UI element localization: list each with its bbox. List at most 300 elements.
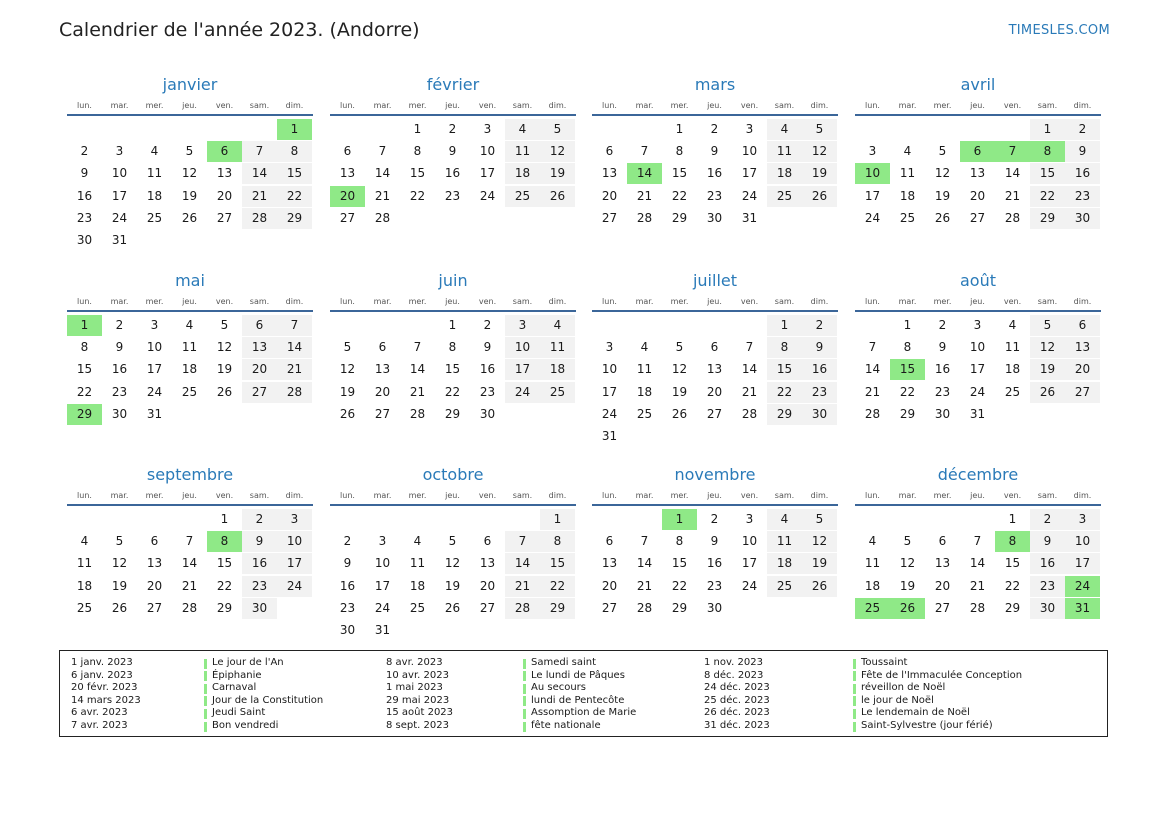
day-cell: 31 [374,623,391,637]
legend-color-marker [204,671,207,681]
day-cell: 3 [150,318,159,332]
day-cell: 30 [1065,208,1100,229]
day-cell: 21 [864,384,881,399]
day-cell: 5 [675,340,684,355]
day-cell: 15 [277,163,312,184]
day-cell: 23 [1065,186,1100,207]
day-cell: 22 [671,578,688,593]
weekday-label: sam. [512,101,533,110]
day-cell: 16 [1030,553,1065,574]
day-cell: 3 [605,340,614,355]
day-cell: 26 [181,210,198,225]
legend-holiday-name: Jeudi Saint [212,707,266,719]
day-cell: 7 [745,340,754,355]
weekday-label: dim. [1073,101,1092,110]
day-cell: 11 [1004,340,1021,355]
day-cell: 2 [80,144,89,159]
day-cell: 22 [277,186,312,207]
weekday-label: ven. [1003,101,1022,110]
day-cell: 13 [601,166,618,181]
legend-date: 1 nov. 2023 [704,657,763,668]
day-cell: 17 [146,362,163,377]
holiday-day-cell: 7 [995,141,1030,162]
weekday-label: dim. [285,101,304,110]
day-cell: 8 [675,534,684,549]
day-cell: 18 [76,578,93,593]
weekday-label: dim. [810,297,829,306]
day-cell: 12 [339,362,356,377]
day-cell: 22 [1004,578,1021,593]
day-cell: 2 [1065,119,1100,140]
day-cell: 8 [767,337,802,358]
day-cell: 15 [767,359,802,380]
day-cell: 17 [277,553,312,574]
day-cell: 30 [1030,598,1065,619]
day-cell: 21 [505,576,540,597]
legend-color-marker [853,659,856,669]
day-cell: 6 [605,534,614,549]
legend-holiday-name: Toussaint [861,657,908,668]
day-cell: 15 [1004,556,1021,571]
day-cell: 10 [146,340,163,355]
header-rule [330,504,576,506]
weekday-label: jeu. [970,297,985,306]
day-cell: 24 [741,188,758,203]
weekday-label: mer. [145,297,164,306]
day-cell: 4 [868,534,877,549]
day-cell: 13 [216,166,233,181]
day-cell: 7 [640,144,649,159]
day-cell: 21 [1004,188,1021,203]
legend-color-marker [523,684,526,694]
legend-holiday-name: Le lendemain de Noël [861,707,970,719]
weekday-label: sam. [1037,297,1058,306]
legend-color-marker [853,696,856,706]
day-cell: 26 [540,186,575,207]
weekday-label: sam. [774,297,795,306]
day-cell: 26 [216,384,233,399]
day-cell: 1 [540,509,575,530]
day-cell: 11 [636,362,653,377]
day-cell: 14 [969,556,986,571]
legend-color-marker [204,722,207,732]
weekday-label: ven. [478,297,497,306]
header-rule [67,114,313,116]
day-cell: 20 [969,188,986,203]
day-cell: 29 [277,208,312,229]
day-cell: 31 [146,406,163,421]
day-cell: 24 [146,384,163,399]
day-cell: 18 [505,163,540,184]
day-cell: 28 [636,600,653,615]
legend-color-marker [853,684,856,694]
day-cell: 24 [864,210,881,225]
holiday-day-cell: 8 [207,531,242,552]
day-cell: 19 [111,578,128,593]
day-cell: 19 [339,384,356,399]
day-cell: 9 [242,531,277,552]
day-cell: 28 [181,600,198,615]
day-cell: 5 [802,509,837,530]
day-cell: 17 [111,188,128,203]
day-cell: 23 [76,210,93,225]
day-cell: 18 [540,359,575,380]
day-cell: 19 [802,163,837,184]
day-cell: 27 [146,600,163,615]
weekday-label: sam. [1037,101,1058,110]
day-cell: 23 [111,384,128,399]
day-cell: 29 [444,406,461,421]
day-cell: 31 [741,210,758,225]
day-cell: 18 [1004,362,1021,377]
month-9 [67,465,313,645]
weekday-label: mar. [373,297,392,306]
weekday-label: dim. [1073,297,1092,306]
holiday-day-cell: 24 [1065,576,1100,597]
day-cell: 3 [277,509,312,530]
header-rule [592,504,838,506]
day-cell: 3 [868,144,877,159]
day-cell: 27 [969,210,986,225]
day-cell: 1 [767,315,802,336]
day-cell: 6 [1065,315,1100,336]
weekday-label: sam. [774,101,795,110]
weekday-label: sam. [249,101,270,110]
day-cell: 5 [185,144,194,159]
weekday-label: dim. [810,101,829,110]
month-4 [855,75,1101,255]
day-cell: 25 [409,600,426,615]
day-cell: 28 [409,406,426,421]
header-rule [855,114,1101,116]
brand-logo-text[interactable]: TIMESLES.COM [1008,23,1110,38]
month-name: juin [438,271,468,290]
month-name: décembre [937,465,1019,484]
day-cell: 24 [741,578,758,593]
day-cell: 11 [76,556,93,571]
day-cell: 9 [1065,141,1100,162]
day-cell: 24 [374,600,391,615]
weekday-label: mar. [898,491,917,500]
day-cell: 9 [938,340,947,355]
day-cell: 3 [378,534,387,549]
day-cell: 24 [969,384,986,399]
page-title: Calendrier de l'année 2023. (Andorre) [59,19,420,41]
weekday-label: lun. [865,297,880,306]
weekday-label: ven. [478,101,497,110]
header-rule [592,310,838,312]
day-cell: 28 [636,210,653,225]
day-cell: 17 [374,578,391,593]
day-cell: 14 [409,362,426,377]
month-name: avril [960,75,996,94]
day-cell: 20 [242,359,277,380]
day-cell: 25 [899,210,916,225]
day-cell: 1 [1030,119,1065,140]
month-12 [855,465,1101,645]
day-cell: 7 [505,531,540,552]
day-cell: 1 [675,122,684,136]
legend-date: 24 déc. 2023 [704,682,770,694]
legend-date: 8 déc. 2023 [704,669,764,681]
day-cell: 28 [374,210,391,225]
day-cell: 17 [864,188,881,203]
day-cell: 10 [1065,531,1100,552]
day-cell: 5 [448,534,457,549]
day-cell: 27 [374,406,391,421]
holiday-day-cell: 14 [627,163,662,184]
day-cell: 16 [339,578,356,593]
month-11 [592,465,838,645]
day-cell: 9 [1030,531,1065,552]
day-cell: 21 [741,384,758,399]
header-rule [330,310,576,312]
day-cell: 28 [1004,210,1021,225]
day-cell: 20 [1065,359,1100,380]
day-cell: 21 [181,578,198,593]
holiday-day-cell: 1 [662,509,697,530]
day-cell: 16 [802,359,837,380]
day-cell: 2 [1030,509,1065,530]
day-cell: 21 [374,188,391,203]
day-cell: 7 [868,340,877,355]
day-cell: 18 [767,163,802,184]
day-cell: 28 [242,208,277,229]
weekday-label: jeu. [182,491,197,500]
month-name: mai [175,271,205,290]
day-cell: 13 [374,362,391,377]
legend-color-marker [523,659,526,669]
day-cell: 23 [444,188,461,203]
day-cell: 21 [636,188,653,203]
day-cell: 30 [934,406,951,421]
holiday-day-cell: 20 [330,186,365,207]
legend-date: 7 avr. 2023 [71,720,128,731]
day-cell: 2 [802,315,837,336]
day-cell: 27 [706,406,723,421]
day-cell: 14 [277,337,312,358]
day-cell: 1 [1008,512,1017,526]
day-cell: 21 [277,359,312,380]
day-cell: 4 [640,340,649,355]
day-cell: 25 [767,576,802,597]
day-cell: 19 [899,578,916,593]
day-cell: 3 [973,318,982,332]
weekday-label: jeu. [445,297,460,306]
weekday-label: sam. [774,491,795,500]
day-cell: 4 [540,315,575,336]
legend-date: 10 avr. 2023 [386,669,449,681]
day-cell: 14 [374,166,391,181]
day-cell: 9 [343,556,352,571]
day-cell: 2 [242,509,277,530]
day-cell: 19 [671,384,688,399]
day-cell: 9 [115,340,124,355]
day-cell: 17 [1065,553,1100,574]
weekday-label: lun. [340,297,355,306]
day-cell: 26 [671,406,688,421]
day-cell: 11 [505,141,540,162]
day-cell: 5 [115,534,124,549]
holiday-day-cell: 25 [855,598,890,619]
day-cell: 2 [938,318,947,332]
day-cell: 2 [448,122,457,136]
day-cell: 30 [479,406,496,421]
legend-date: 29 mai 2023 [386,694,450,706]
day-cell: 25 [505,186,540,207]
day-cell: 21 [636,578,653,593]
legend-holiday-name: le jour de Noël [861,694,934,706]
day-cell: 4 [80,534,89,549]
day-cell: 11 [899,166,916,181]
day-cell: 5 [343,340,352,355]
weekday-label: jeu. [707,297,722,306]
day-cell: 10 [601,362,618,377]
day-cell: 8 [903,340,912,355]
weekday-label: ven. [1003,297,1022,306]
month-name: février [426,75,480,94]
day-cell: 22 [76,384,93,399]
month-3 [592,75,838,255]
day-cell: 9 [448,144,457,159]
day-cell: 23 [802,382,837,403]
day-cell: 12 [540,141,575,162]
weekday-label: ven. [215,101,234,110]
day-cell: 5 [802,119,837,140]
day-cell: 17 [741,556,758,571]
weekday-label: dim. [548,101,567,110]
header-rule [592,114,838,116]
month-8 [855,271,1101,451]
day-cell: 27 [339,210,356,225]
holiday-legend [59,650,1108,737]
month-6 [330,271,576,451]
day-cell: 13 [601,556,618,571]
month-name: janvier [162,75,218,94]
day-cell: 3 [1065,509,1100,530]
day-cell: 14 [505,553,540,574]
legend-date: 14 mars 2023 [71,694,141,706]
day-cell: 27 [242,382,277,403]
holiday-day-cell: 6 [960,141,995,162]
month-1 [67,75,313,255]
day-cell: 22 [409,188,426,203]
weekday-label: mar. [635,297,654,306]
legend-color-marker [204,684,207,694]
day-cell: 23 [1030,576,1065,597]
day-cell: 4 [1008,318,1017,332]
day-cell: 29 [671,210,688,225]
day-cell: 24 [505,382,540,403]
weekday-label: lun. [602,491,617,500]
month-name: octobre [422,465,484,484]
day-cell: 20 [601,188,618,203]
month-name: septembre [146,465,234,484]
legend-holiday-name: Assomption de Marie [531,707,637,719]
holiday-day-cell: 6 [207,141,242,162]
legend-color-marker [204,659,207,669]
day-cell: 13 [1065,337,1100,358]
day-cell: 31 [969,406,986,421]
day-cell: 12 [802,531,837,552]
day-cell: 9 [802,337,837,358]
day-cell: 19 [540,163,575,184]
day-cell: 8 [675,144,684,159]
day-cell: 26 [934,210,951,225]
weekday-label: mar. [898,101,917,110]
day-cell: 12 [181,166,198,181]
weekday-label: lun. [602,101,617,110]
weekday-label: ven. [740,297,759,306]
day-cell: 10 [969,340,986,355]
day-cell: 10 [277,531,312,552]
day-cell: 28 [277,382,312,403]
weekday-label: mer. [145,101,164,110]
day-cell: 11 [767,141,802,162]
day-cell: 10 [741,144,758,159]
day-cell: 9 [710,534,719,549]
day-cell: 16 [706,166,723,181]
day-cell: 2 [710,512,719,526]
legend-color-marker [853,722,856,732]
day-cell: 20 [216,188,233,203]
day-cell: 22 [444,384,461,399]
day-cell: 6 [378,340,387,355]
day-cell: 20 [934,578,951,593]
legend-holiday-name: réveillon de Noël [861,682,946,694]
day-cell: 24 [601,406,618,421]
day-cell: 27 [216,210,233,225]
day-cell: 23 [242,576,277,597]
weekday-label: sam. [1037,491,1058,500]
day-cell: 10 [741,534,758,549]
day-cell: 19 [1030,359,1065,380]
weekday-label: mer. [670,491,689,500]
weekday-label: jeu. [182,297,197,306]
weekday-label: lun. [865,491,880,500]
legend-date: 15 août 2023 [386,707,454,719]
weekday-label: mar. [635,491,654,500]
legend-color-marker [853,671,856,681]
weekday-label: mer. [670,297,689,306]
day-cell: 5 [540,119,575,140]
day-cell: 13 [339,166,356,181]
day-cell: 20 [146,578,163,593]
weekday-label: ven. [1003,491,1022,500]
weekday-label: mer. [408,297,427,306]
day-cell: 23 [706,578,723,593]
day-cell: 11 [181,340,198,355]
day-cell: 21 [969,578,986,593]
month-5 [67,271,313,451]
day-cell: 8 [448,340,457,355]
legend-holiday-name: Épiphanie [212,669,262,681]
day-cell: 19 [181,188,198,203]
day-cell: 20 [601,578,618,593]
weekday-label: dim. [548,491,567,500]
month-10 [330,465,576,645]
day-cell: 30 [111,406,128,421]
day-cell: 26 [339,406,356,421]
day-cell: 4 [150,144,159,159]
day-cell: 25 [767,186,802,207]
day-cell: 29 [899,406,916,421]
day-cell: 12 [216,340,233,355]
day-cell: 8 [277,141,312,162]
day-cell: 18 [767,553,802,574]
day-cell: 10 [505,337,540,358]
day-cell: 6 [605,144,614,159]
